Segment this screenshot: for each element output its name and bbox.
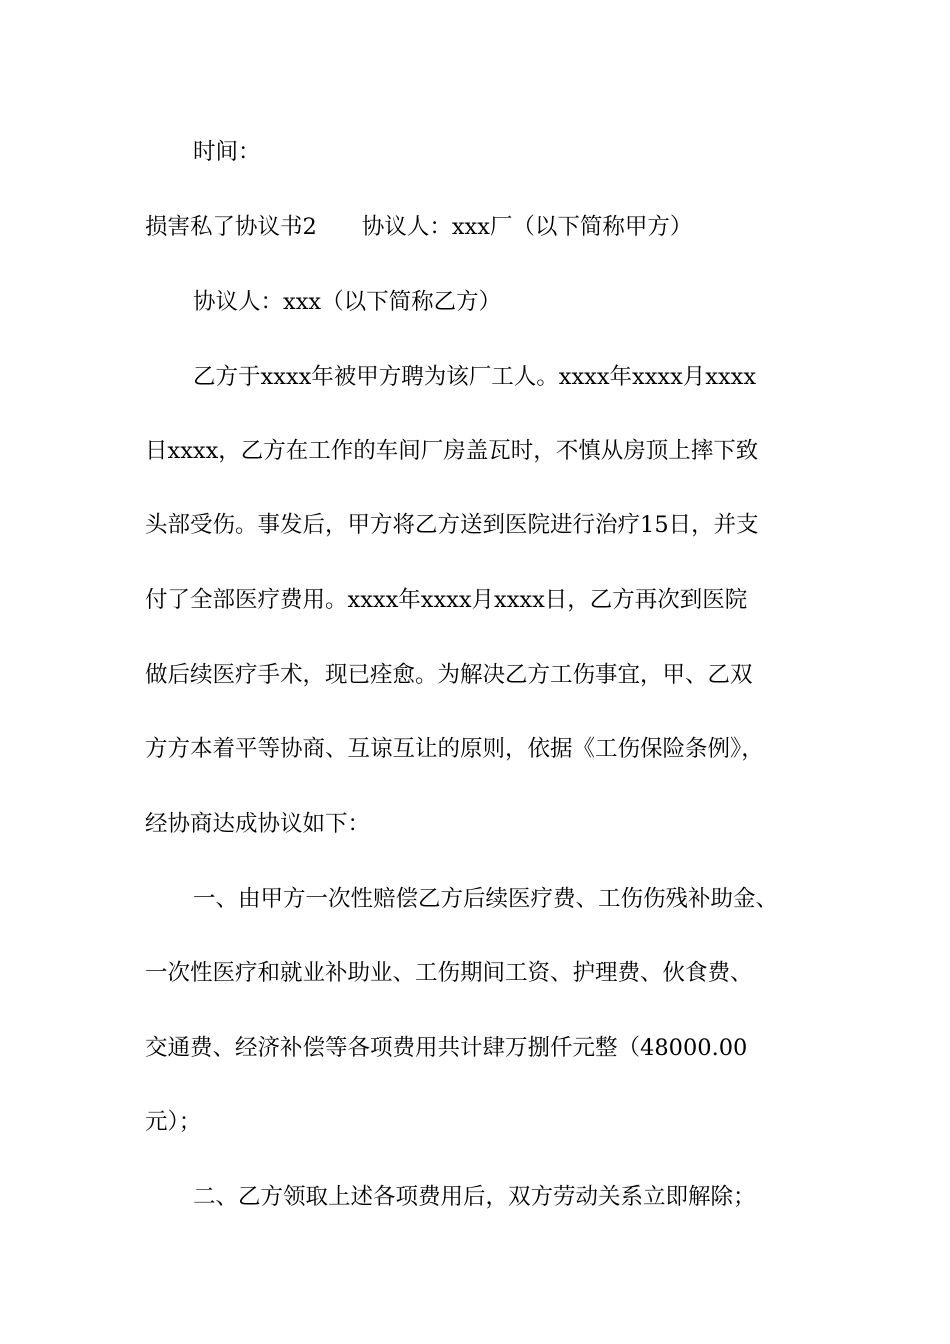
clause-one-line: 一次性医疗和就业补助业、工伤期间工资、护理费、伙食费、 <box>145 960 753 986</box>
body-text-line: 经协商达成协议如下： <box>145 811 371 837</box>
body-text-line: 日xxxx，乙方在工作的车间厂房盖瓦时，不慎从房顶上摔下致 <box>145 438 759 464</box>
body-text-line: 付了全部医疗费用。xxxx年xxxx月xxxx日，乙方再次到医院 <box>145 587 748 613</box>
body-text-line: 乙方于xxxx年被甲方聘为该厂工人。xxxx年xxxx月xxxx <box>193 364 757 390</box>
clause-one-line: 元）； <box>145 1109 202 1135</box>
clause-one-line: 交通费、经济补偿等各项费用共计肆万捌仟元整（48000.00 <box>145 1035 748 1061</box>
body-text-line: 头部受伤。事发后，甲方将乙方送到医院进行治疗15日，并支 <box>145 512 759 538</box>
body-text-line: 做后续医疗手术，现已痊愈。为解决乙方工伤事宜，甲、乙双 <box>145 662 753 688</box>
clause-one-line: 一、由甲方一次性赔偿乙方后续医疗费、工伤伤残补助金、 <box>193 886 779 912</box>
body-text-line: 方方本着平等协商、互谅互让的原则，依据《工伤保险条例》， <box>145 736 764 762</box>
agreement-title-party-a: 损害私了协议书2 协议人：xxx厂（以下简称甲方） <box>145 214 693 240</box>
time-line: 时间： <box>193 139 261 165</box>
party-b-line: 协议人：xxx（以下简称乙方） <box>193 289 502 315</box>
clause-two-line: 二、乙方领取上述各项费用后，双方劳动关系立即解除； <box>193 1184 756 1210</box>
